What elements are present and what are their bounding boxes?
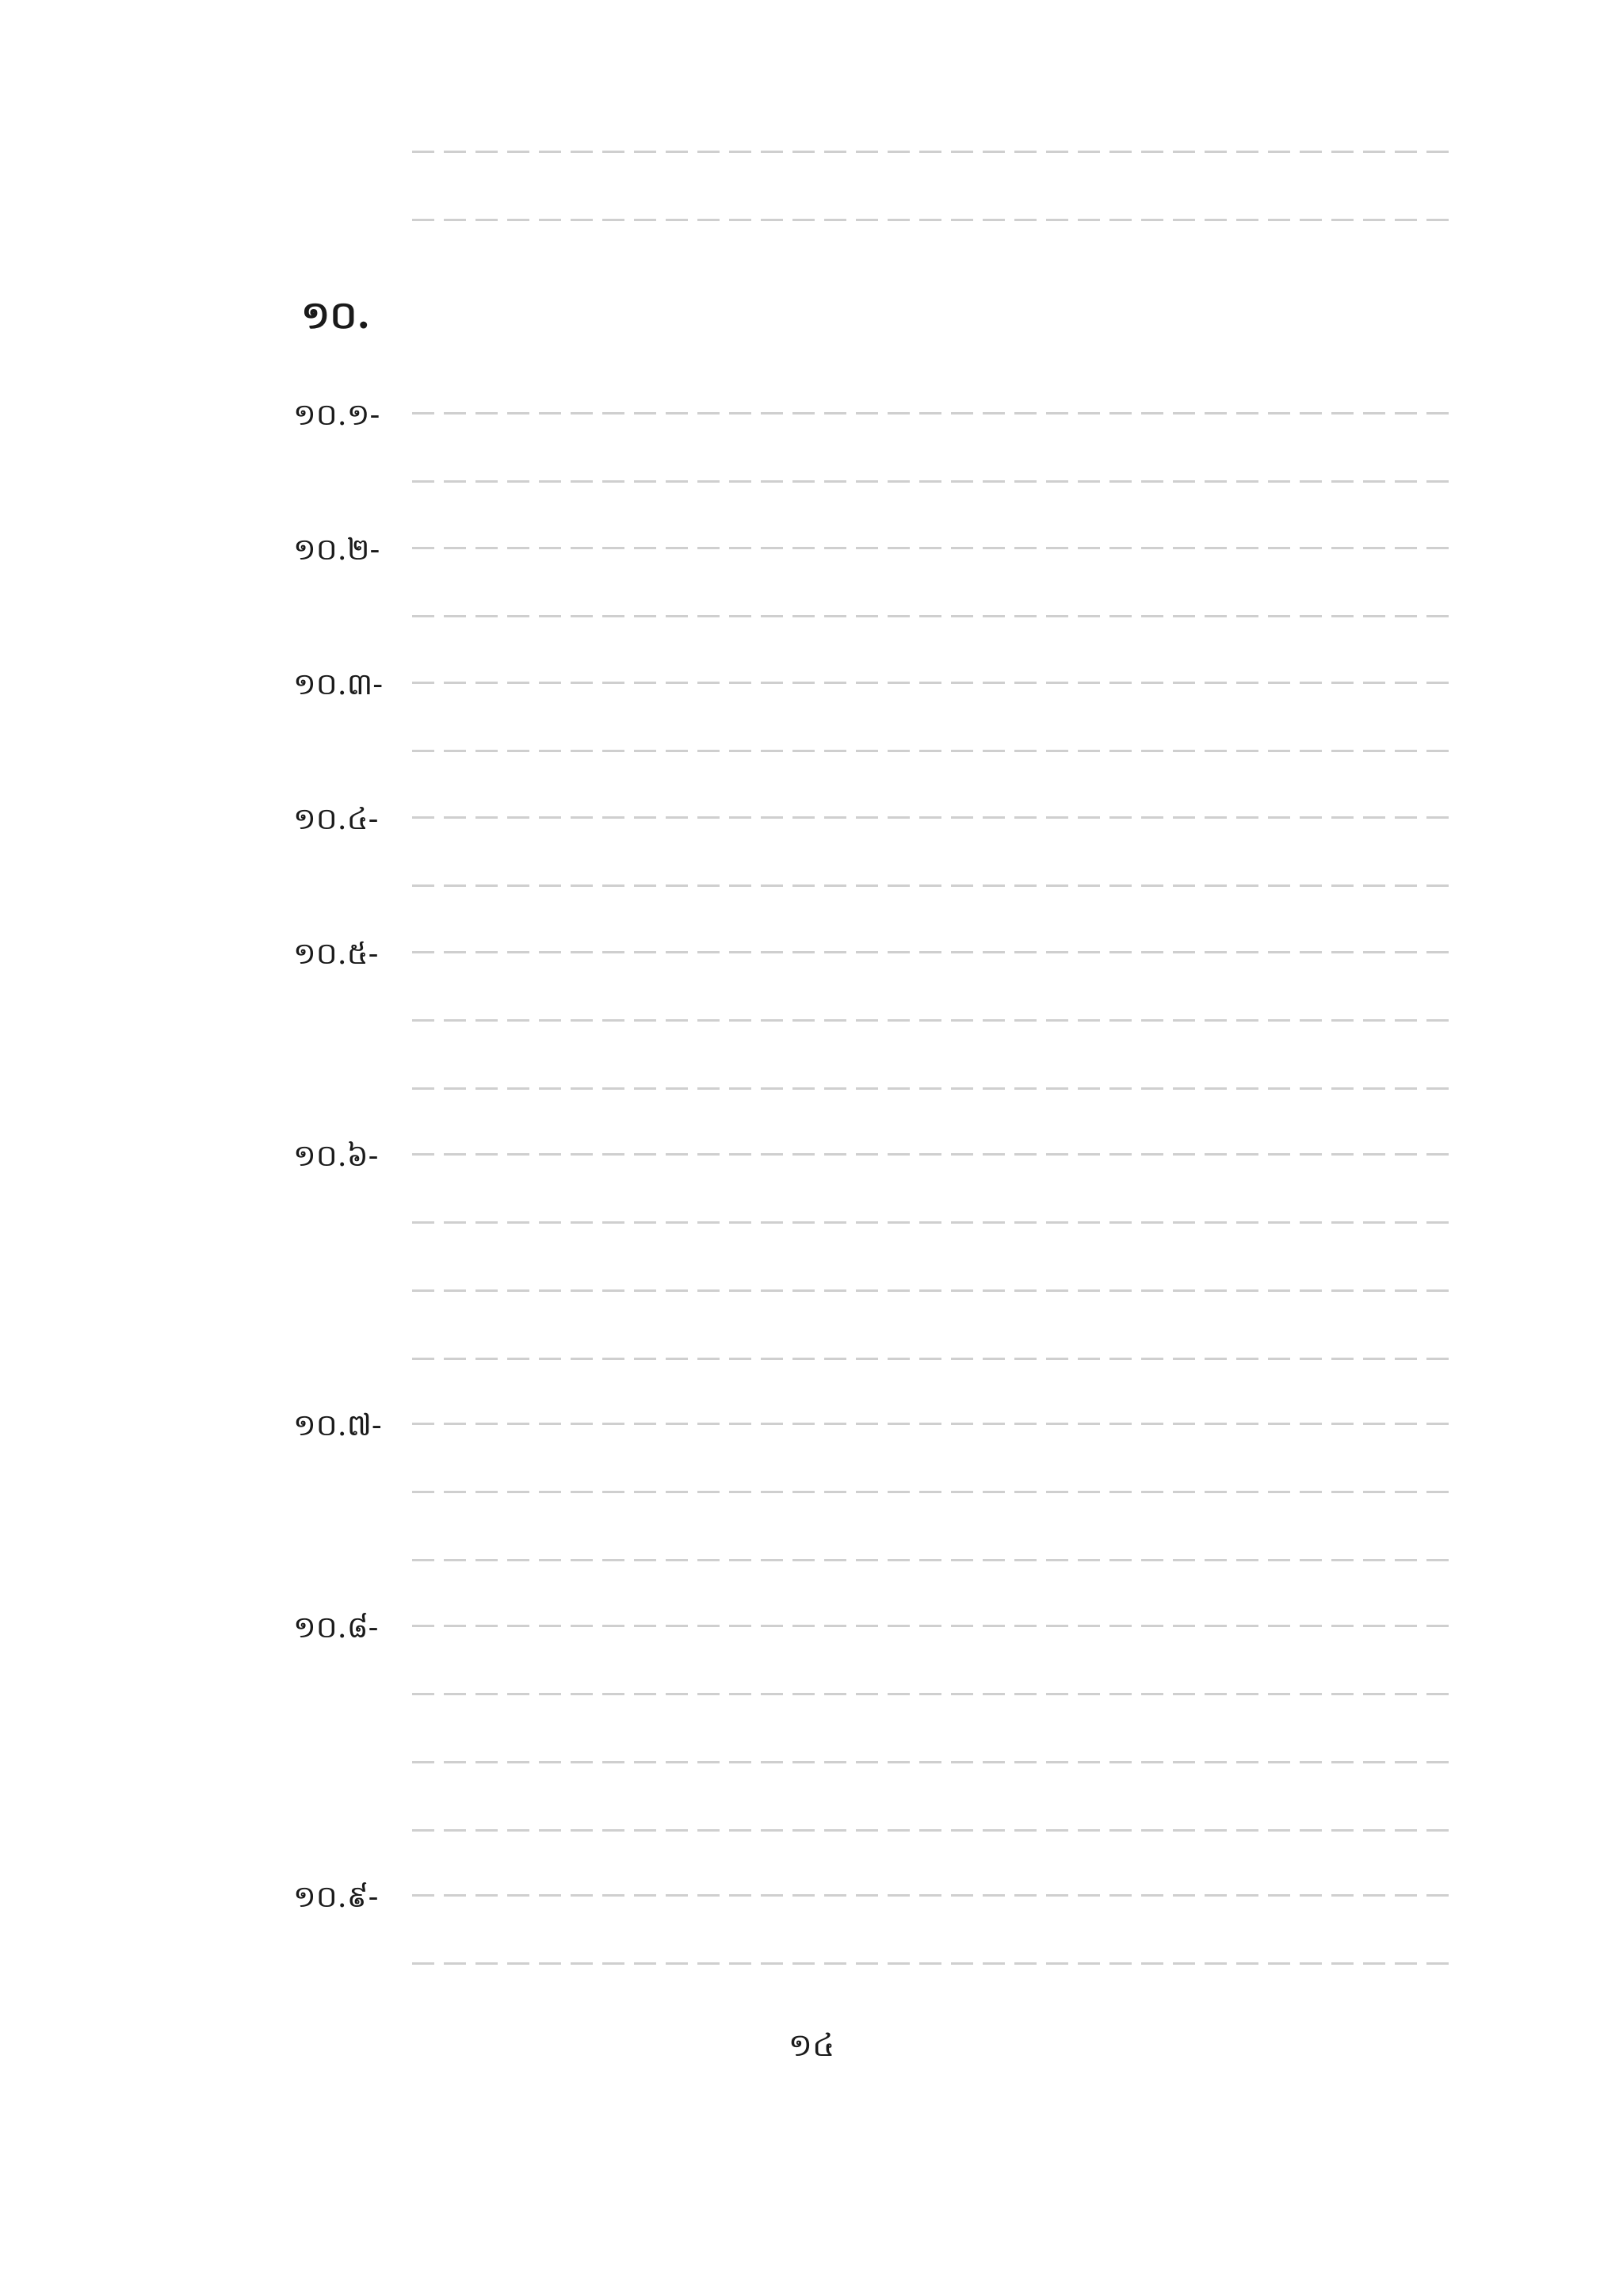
item-text [412,1391,1458,1595]
intro-line [412,119,1458,187]
section-heading [301,292,370,347]
list-item [293,1121,1458,1394]
intro-line [412,187,1458,255]
item-line [412,380,1458,449]
item-line [412,1729,1458,1797]
item-line [412,718,1458,786]
item-text [412,919,1458,1124]
item-line [412,1862,1458,1931]
item-text [412,1862,1458,1999]
item-label: ១០.៩- [293,1879,379,1914]
item-line [412,1661,1458,1729]
intro-paragraph [412,119,1458,255]
item-line [412,1258,1458,1326]
item-line [412,988,1458,1056]
item-line [412,853,1458,921]
item-text [412,380,1458,517]
list-item [293,380,1458,517]
item-line [412,1797,1458,1866]
item-line [412,1056,1458,1124]
item-text [412,1121,1458,1394]
item-line [412,449,1458,517]
item-line [412,919,1458,988]
list-item [293,650,1458,786]
item-line [412,1593,1458,1661]
list-item [293,1593,1458,1866]
item-line [412,1527,1458,1595]
item-line [412,1121,1458,1190]
list-item [293,1391,1458,1595]
item-line [412,583,1458,651]
section-number: ១០. [301,293,371,338]
item-label: ១០.៦- [293,1138,379,1173]
item-text [412,515,1458,651]
item-line [412,1326,1458,1394]
item-line [412,515,1458,583]
item-text [412,785,1458,921]
page-number: ១៤ [788,2027,835,2064]
item-label: ១០.១- [293,397,380,432]
item-label: ១០.៧- [293,1408,382,1442]
item-label: ១០.២- [293,532,380,567]
list-item [293,515,1458,651]
item-label: ១០.៣- [293,667,384,701]
item-line [412,1931,1458,1999]
item-text [412,650,1458,786]
item-line [412,1391,1458,1459]
list-item [293,1862,1458,1999]
list-item [293,785,1458,921]
item-text [412,1593,1458,1866]
item-label: ១០.៥- [293,936,379,971]
list-item [293,919,1458,1124]
item-line [412,1190,1458,1258]
item-label: ១០.៨- [293,1610,379,1645]
item-line [412,1459,1458,1527]
item-line [412,650,1458,718]
item-label: ១០.៤- [293,801,379,836]
item-line [412,785,1458,853]
